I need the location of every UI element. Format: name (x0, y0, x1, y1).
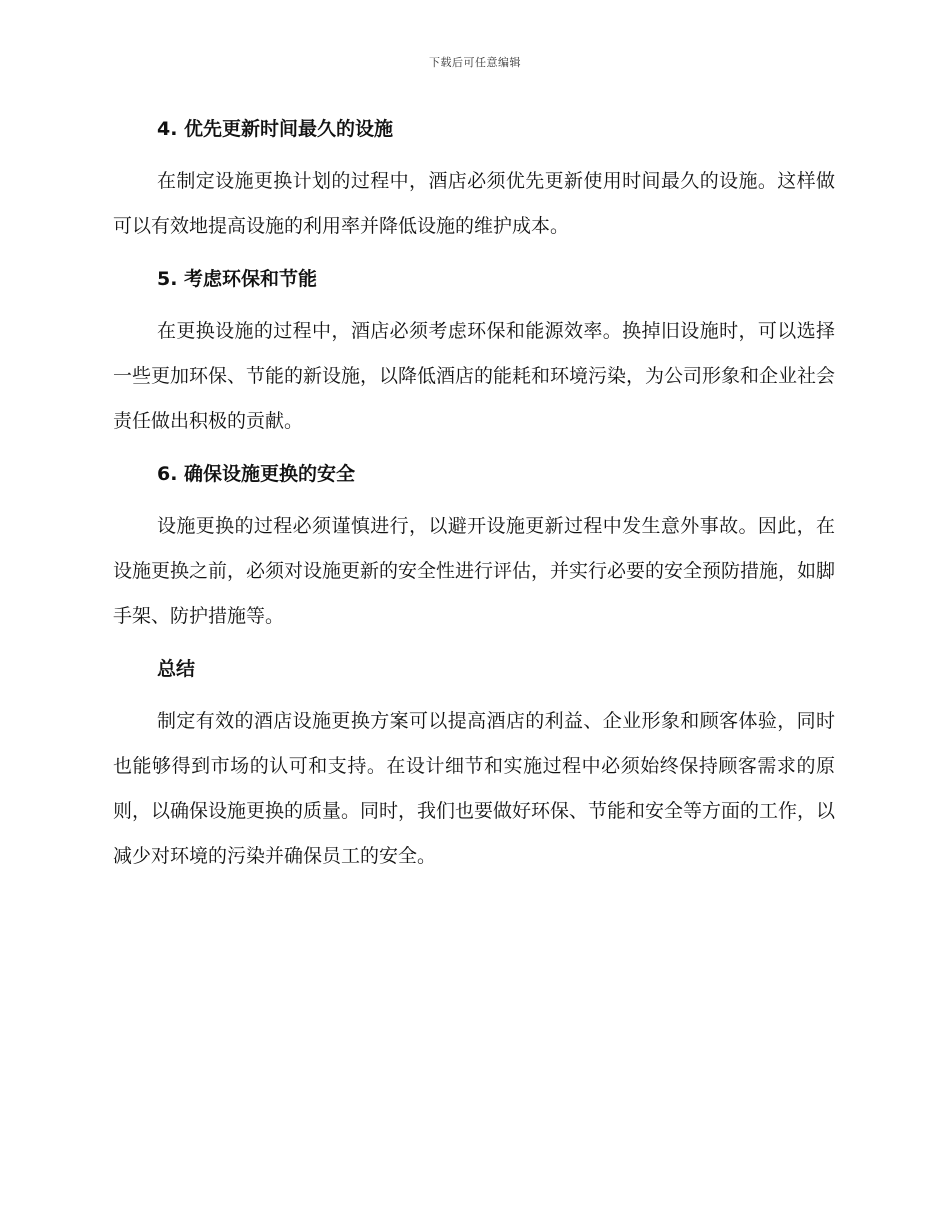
section-paragraph: 设施更换的过程必须谨慎进行，以避开设施更新过程中发生意外事故。因此，在设施更换之前，必须对设施更新的安全性进行评估，并实行必要的安全预防措施，如脚手架、防护措施等。 (113, 515, 836, 627)
section-4 (113, 111, 835, 249)
section-paragraph: 在更换设施的过程中，酒店必须考虑环保和能源效率。换掉旧设施时，可以选择一些更加环保、节能的新设施，以降低酒店的能耗和环境污染，为公司形象和企业社会责任做出积极的贡献。 (113, 320, 836, 432)
section-summary (113, 651, 835, 879)
section-heading: 5. 考虑环保和节能 (157, 268, 318, 290)
section-5 (113, 261, 835, 444)
section-heading: 4. 优先更新时间最久的设施 (157, 118, 394, 140)
document-body (113, 111, 835, 879)
section-heading: 总结 (157, 658, 196, 680)
section-paragraph: 在制定设施更换计划的过程中，酒店必须优先更新使用时间最久的设施。这样做可以有效地提高设施的利用率并降低设施的维护成本。 (113, 170, 835, 237)
section-paragraph: 制定有效的酒店设施更换方案可以提高酒店的利益、企业形象和顾客体验，同时也能够得到市场的认可和支持。在设计细节和实施过程中必须始终保持顾客需求的原则，以确保设施更换的质量。同时，我们也要做好环保、节能和安全等方面的工作，以减少对环境的污染并确保员工的安全。 (113, 710, 836, 867)
page-header: 下载后可任意编辑 (429, 56, 521, 69)
section-6 (113, 456, 835, 639)
section-heading: 6. 确保设施更换的安全 (157, 463, 356, 485)
